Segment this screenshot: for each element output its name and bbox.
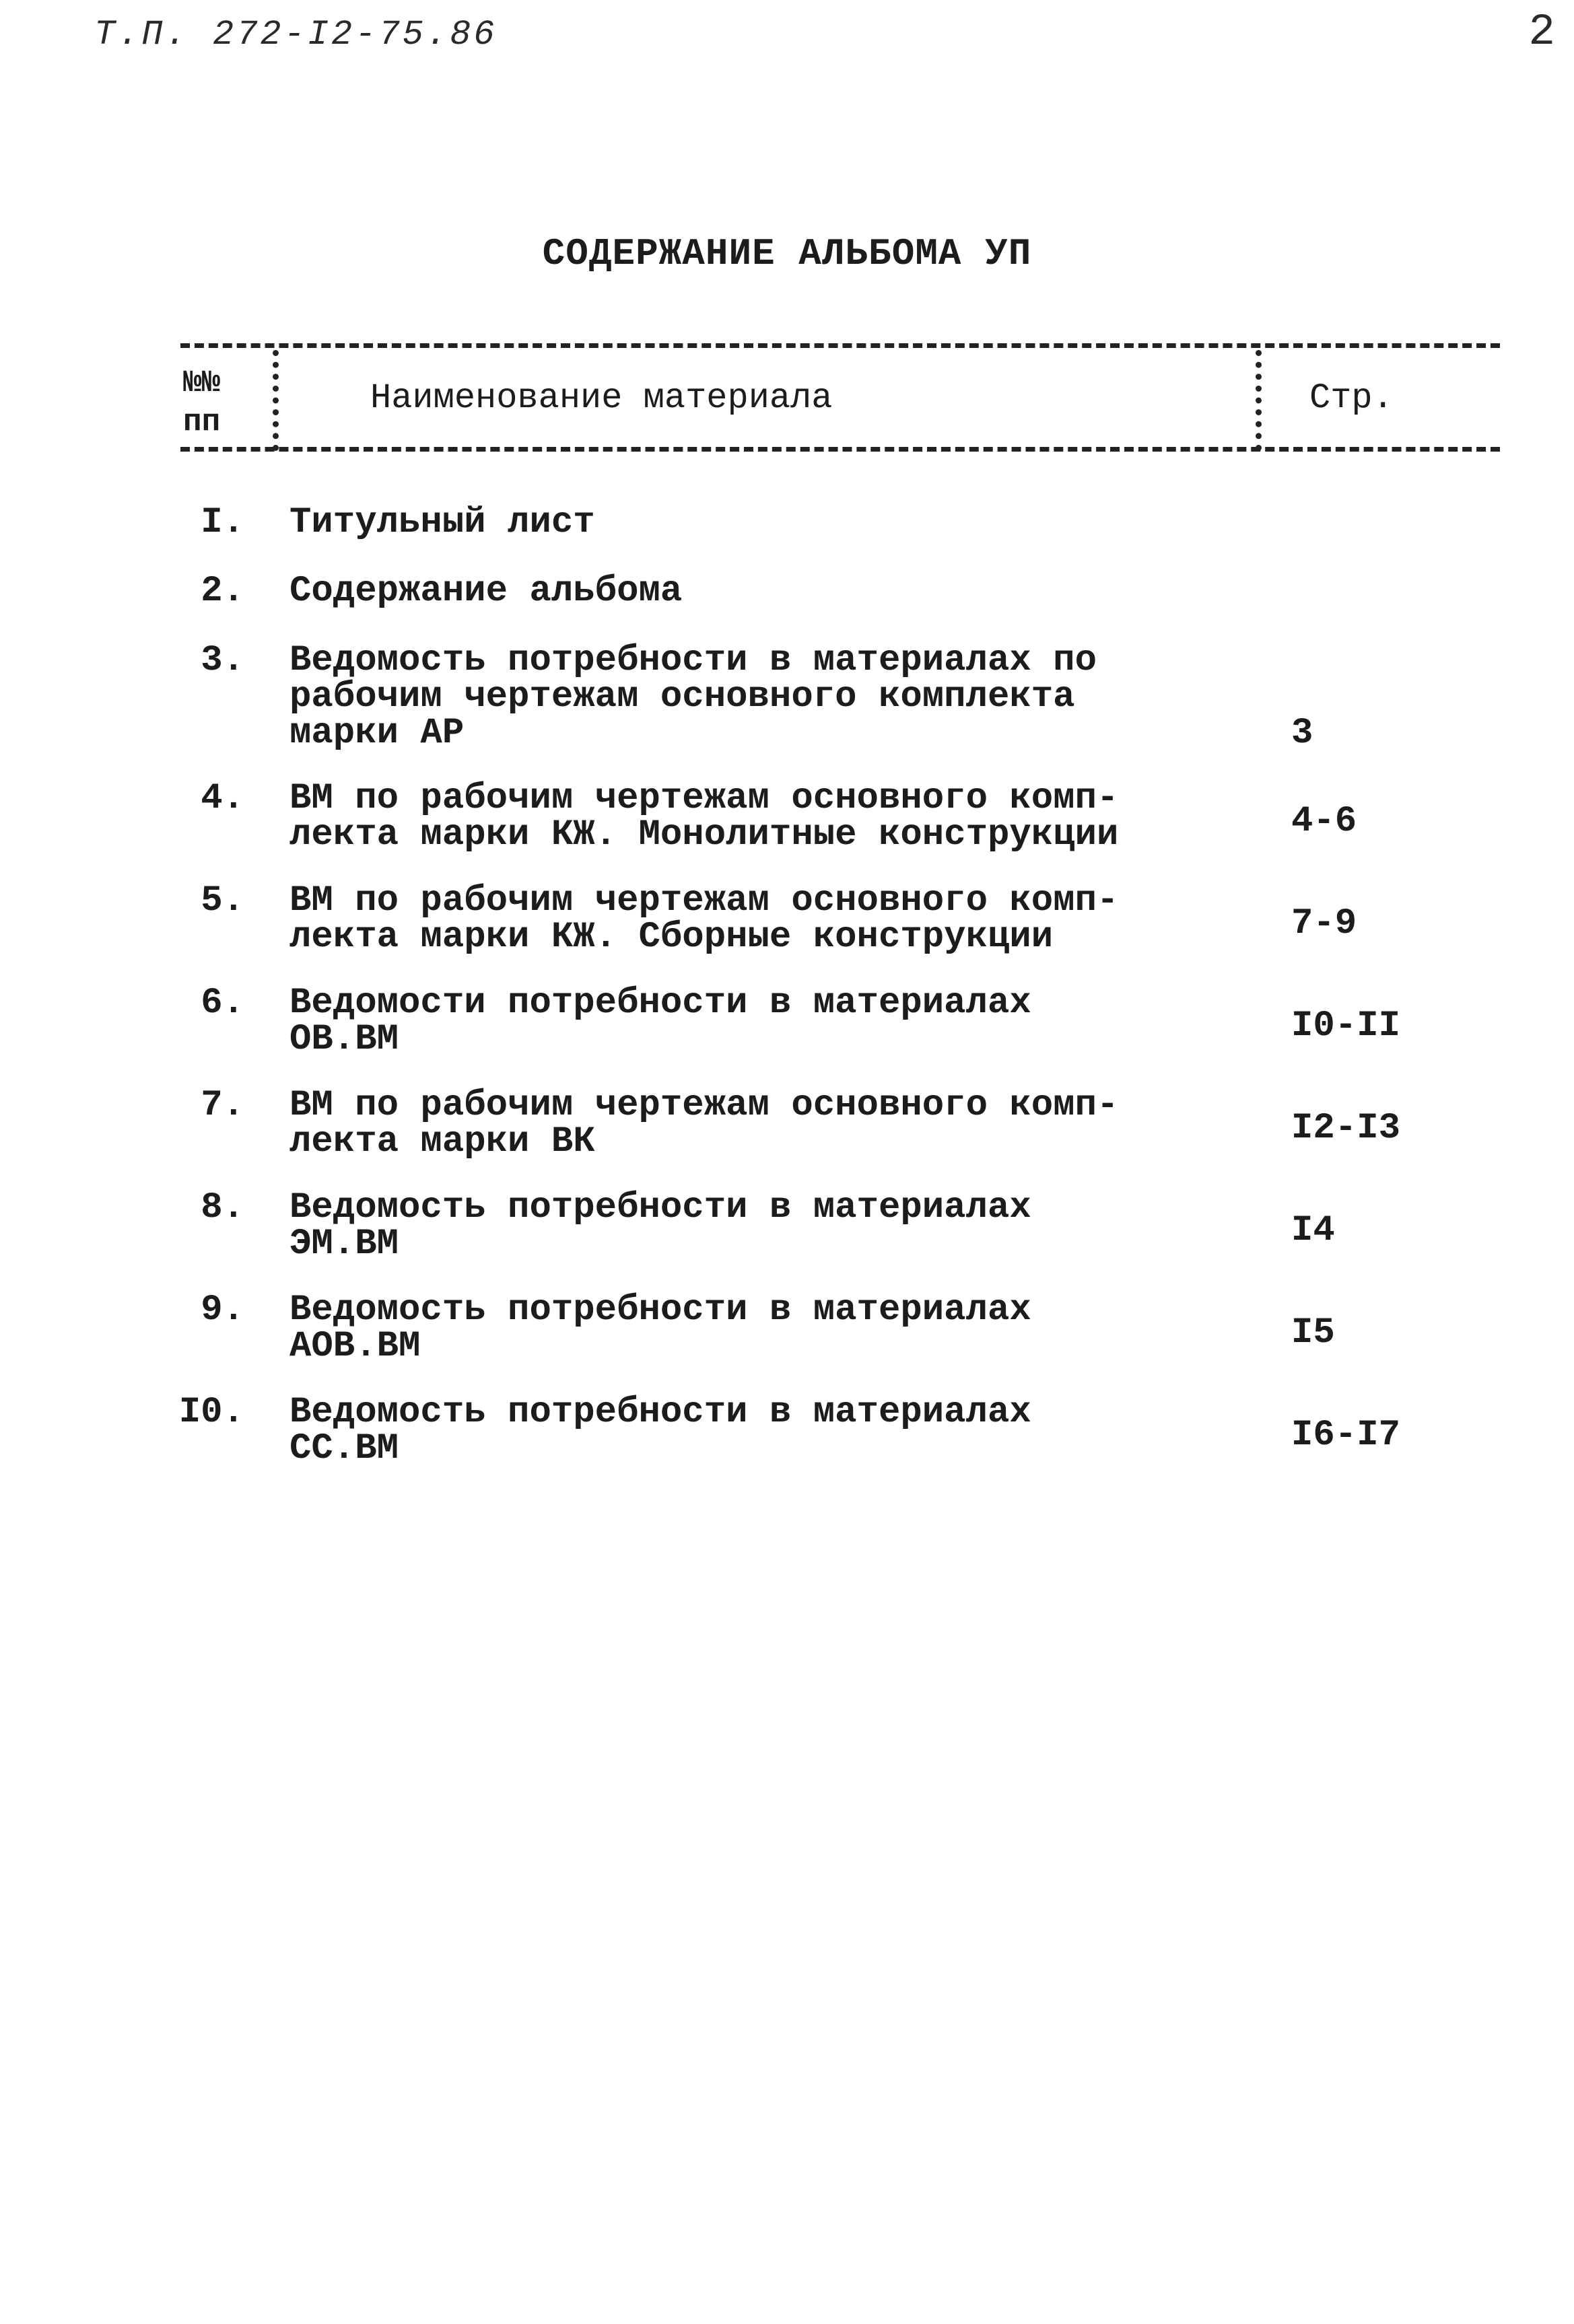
item-name-line: Ведомость потребности в материалах по [289, 640, 1097, 681]
item-page: 7-9 [1291, 903, 1357, 944]
item-name-line: лекта марки ВК [289, 1121, 595, 1162]
header-number-label: №№ [183, 365, 221, 400]
header-col-separator-right [1256, 350, 1262, 451]
page-title: СОДЕРЖАНИЕ АЛЬБОМА УП [542, 232, 1032, 275]
item-page: I0-II [1291, 1006, 1401, 1047]
item-name [289, 880, 1138, 958]
item-name [289, 778, 1138, 855]
item-name [289, 985, 1138, 1058]
item-number: 6. [201, 983, 244, 1024]
item-name-line: ЭМ.ВМ [289, 1224, 399, 1265]
item-page: I2-I3 [1291, 1108, 1401, 1149]
item-page: I4 [1291, 1210, 1335, 1251]
item-name-line: Ведомость потребности в материалах [289, 1392, 1031, 1433]
item-number: 4. [201, 778, 244, 819]
item-page: 4-6 [1291, 801, 1357, 842]
item-name [289, 640, 1138, 754]
item-name-line: Ведомость потребности в материалах [289, 1290, 1031, 1331]
item-number: 7. [201, 1085, 244, 1126]
item-page: I6-I7 [1291, 1415, 1401, 1456]
header-name-column: Наименование материала [370, 378, 833, 418]
item-number: 2. [201, 571, 244, 612]
item-number: 5. [201, 880, 244, 921]
item-name [289, 573, 1138, 610]
item-page: 3 [1291, 713, 1313, 754]
document-code: Т.П. 272-I2-75.86 [94, 15, 498, 55]
header-bottom-rule [180, 447, 1500, 452]
item-name-line: СС.ВМ [289, 1428, 399, 1469]
header-col-separator-left [273, 350, 279, 451]
item-name-line: рабочим чертежам основного комплекта [289, 676, 1075, 717]
item-name-line: лекта марки КЖ. Монолитные конструкции [289, 814, 1119, 855]
page-number: 2 [1528, 7, 1555, 57]
item-name-line: ВМ по рабочим чертежам основного комп- [289, 1085, 1119, 1126]
item-name-line: Титульный лист [289, 502, 595, 543]
item-name-line: ВМ по рабочим чертежам основного комп- [289, 880, 1119, 921]
item-number: 9. [201, 1290, 244, 1331]
item-name [289, 1292, 1138, 1365]
item-name-line: марки АР [289, 713, 465, 754]
item-name [289, 1392, 1138, 1469]
item-name-line: ВМ по рабочим чертежам основного комп- [289, 778, 1119, 819]
item-number: 8. [201, 1187, 244, 1228]
item-number: I0. [178, 1392, 244, 1433]
item-name [289, 1085, 1138, 1162]
item-name-line: лекта марки КЖ. Сборные конструкции [289, 917, 1054, 958]
header-number-column [183, 363, 220, 442]
item-name-line: Содержание альбома [289, 571, 683, 612]
item-name-line: АОВ.ВМ [289, 1326, 421, 1367]
item-name-line: Ведомости потребности в материалах [289, 983, 1031, 1024]
item-page: I5 [1291, 1312, 1335, 1353]
item-name [289, 502, 1138, 543]
header-number-sublabel: пп [183, 404, 221, 439]
item-name-line: Ведомость потребности в материалах [289, 1187, 1031, 1228]
item-number: 3. [201, 640, 244, 681]
header-top-rule [180, 343, 1500, 348]
header-page-column: Стр. [1309, 378, 1394, 418]
item-number: I. [201, 502, 244, 543]
item-name-line: ОВ.ВМ [289, 1019, 399, 1060]
item-name [289, 1187, 1138, 1265]
